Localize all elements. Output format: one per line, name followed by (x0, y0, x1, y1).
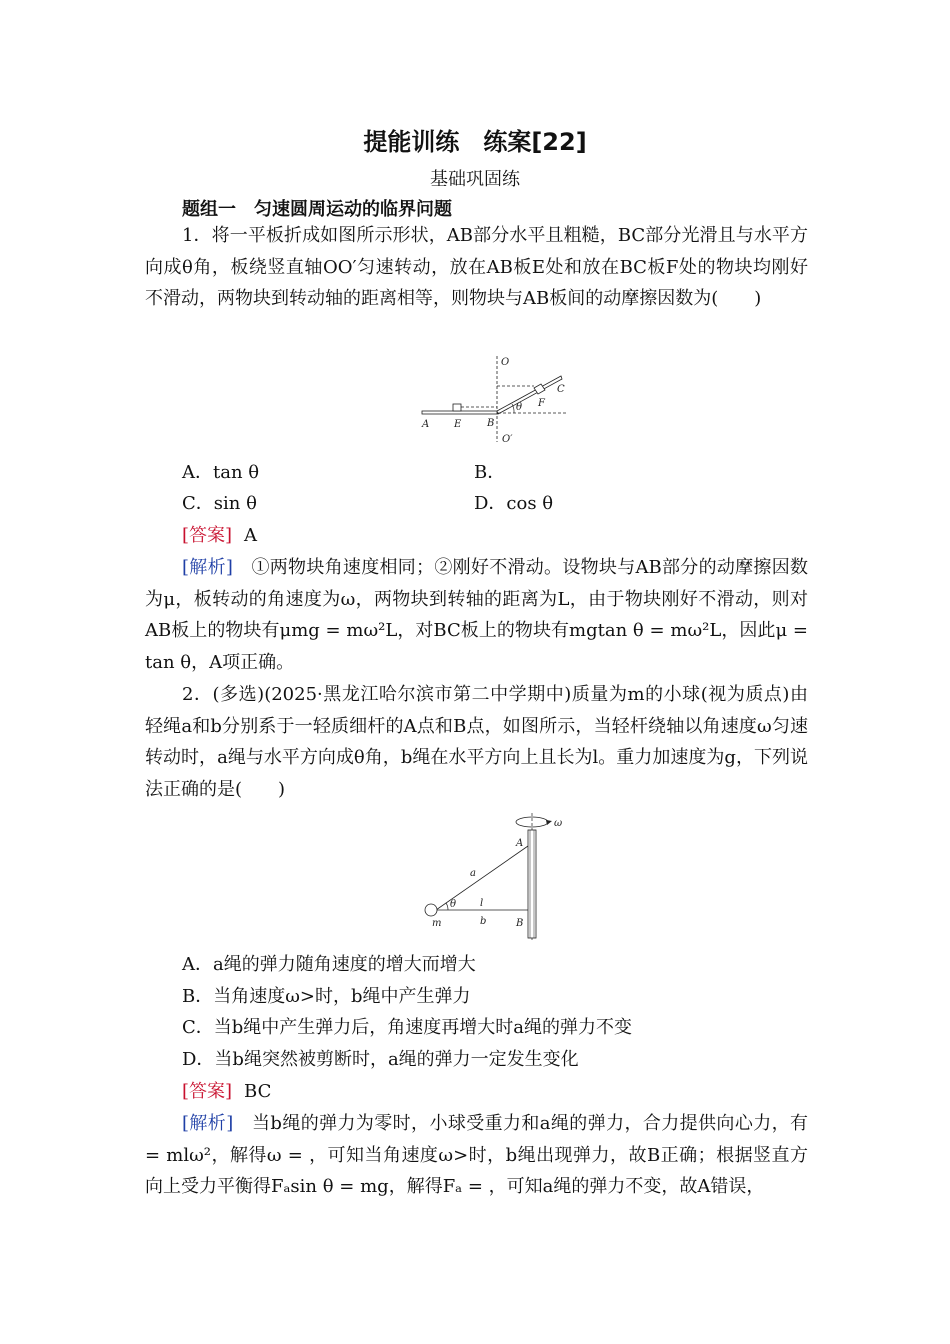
q2-answer-tag: [答案] (182, 1081, 233, 1102)
q2-option-a: A．a绳的弹力随角速度的增大而增大 (182, 954, 476, 975)
q2-analysis-text: 当b绳的弹力为零时，小球受重力和a绳的弹力，合力提供向心力，有 = mlω²，解得ω = ，可知当角速度ω>时，b绳出现弹力，故B正确；根据竖直方向上受力平衡得Fₐsin θ = mg，解得Fₐ = ，可知a绳的弹力不变，故A错误， (145, 1113, 808, 1197)
q1-label-theta: θ (516, 402, 523, 413)
section-heading: 题组一 匀速圆周运动的临界问题 (182, 199, 452, 220)
q2-label-rope-a: a (470, 868, 476, 879)
q2-label-b-point: B (516, 918, 524, 929)
q2-answer-line (182, 1080, 271, 1104)
page-subtitle: 基础巩固练 (430, 169, 520, 190)
q2-label-l: l (480, 898, 484, 909)
q2-stem: 2．(多选)(2025·黑龙江哈尔滨市第二中学期中)质量为m的小球(视为质点)由轻绳a和b分别系于一轻质细杆的A点和B点，如图所示，当轻杆绕轴以角速度ω匀速转动时，a绳与水平方向成θ角，b绳在水平方向上且长为l。重力加速度为g，下列说法正确的是( ) (145, 684, 808, 800)
page-title: 提能训练 练案[22] (363, 128, 587, 156)
q1-analysis-tag: [解析] (182, 557, 233, 578)
q1-label-e: E (454, 419, 462, 430)
q1-answer-tag: [答案] (182, 525, 233, 546)
q2-option-d: D．当b绳突然被剪断时，a绳的弹力一定发生变化 (182, 1049, 579, 1070)
q1-analysis (145, 552, 808, 678)
q1-option-c: C．sin θ (182, 493, 257, 514)
q1-option-d: D．cos θ (474, 493, 554, 514)
q1-answer: A (244, 525, 258, 546)
q2-label-a-point: A (516, 838, 524, 849)
q2-answer: BC (244, 1081, 272, 1102)
q1-label-o-prime: O′ (502, 434, 513, 445)
q1-label-c: C (557, 384, 565, 395)
q1-label-o: O (501, 357, 510, 368)
q2-label-m: m (432, 918, 442, 929)
q1-stem: 1．将一平板折成如图所示形状，AB部分水平且粗糙，BC部分光滑且与水平方向成θ角，板绕竖直轴OO′匀速转动，放在AB板E处和放在BC板F处的物块均刚好不滑动，两物块到转动轴的距离相等，则物块与AB板间的动摩擦因数为( ) (145, 225, 808, 309)
q2-option-b: B．当角速度ω>时，b绳中产生弹力 (182, 986, 471, 1007)
q1-answer-line (182, 524, 257, 548)
q2-analysis-tag: [解析] (182, 1113, 234, 1134)
q2-label-omega: ω (554, 818, 563, 829)
q1-option-a: A．tan θ (182, 462, 260, 483)
q2-figure (418, 810, 578, 944)
q2-analysis (145, 1108, 808, 1203)
q1-figure (418, 352, 578, 448)
q2-option-c: C．当b绳中产生弹力后，角速度再增大时a绳的弹力不变 (182, 1017, 633, 1038)
q1-option-b: B． (474, 462, 506, 483)
q1-analysis-text: ①两物块角速度相同；②刚好不滑动。设物块与AB部分的动摩擦因数为μ，板转动的角速度为ω，两物块到转轴的距离为L，由于物块刚好不滑动，则对AB板上的物块有μmg = mω²L，对BC板上的物块有mgtan θ = mω²L，因此μ = tan θ，A项正确。 (145, 557, 808, 673)
q2-label-rope-b: b (480, 916, 487, 927)
q2-label-theta: θ (450, 899, 457, 910)
q1-label-f: F (538, 398, 545, 409)
q1-label-a: A (422, 419, 430, 430)
q1-label-b: B (487, 418, 495, 429)
